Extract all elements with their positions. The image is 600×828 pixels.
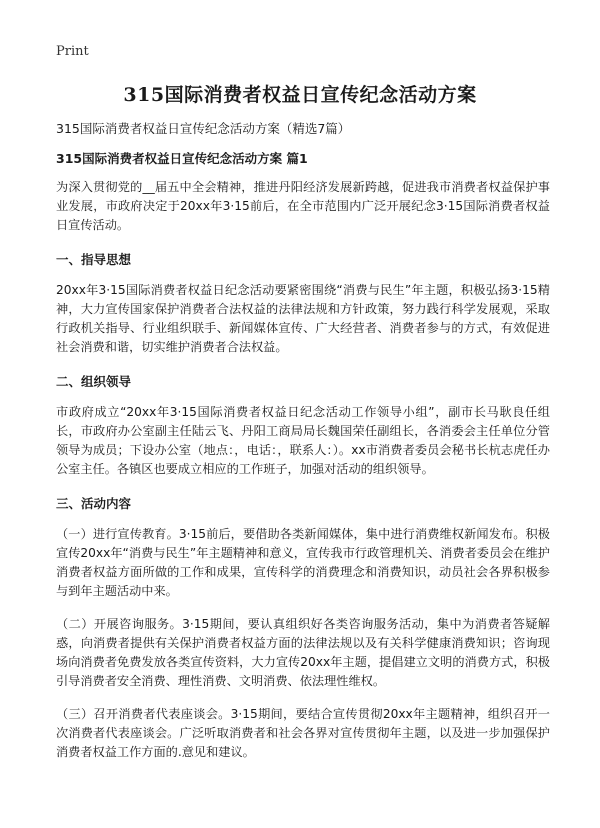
document-title: 315国际消费者权益日宣传纪念活动方案 <box>123 84 477 106</box>
section-heading-organization: 二、组织领导 <box>56 374 132 389</box>
paragraph-organization: 市政府成立“20xx年3·15国际消费者权益日纪念活动工作领导小组”，副市长马耿良任组长，市政府办公室副主任陆云飞、丹阳工商局局长魏国荣任副组长，各消委会主任单位分管领导为成员；下设办公室（地点：，电话：，联系人：）。xx市消费者委员会秘书长杭志虎任办公室主任。各镇区也要成立相应的工作班子，加强对活动的组织领导。 <box>56 405 550 476</box>
section-heading-guiding-ideology: 一、指导思想 <box>56 252 132 267</box>
paragraph-activity-3: （三）召开消费者代表座谈会。3·15期间，要结合宣传贯彻20xx年主题精神，组织召开一次消费者代表座谈会。广泛听取消费者和社会各界对宣传贯彻年主题，以及进一步加强保护消费者权益工作方面的.意见和建议。 <box>56 707 550 759</box>
print-label: Print <box>56 44 89 59</box>
article-heading: 315国际消费者权益日宣传纪念活动方案 篇1 <box>56 151 308 166</box>
document-subtitle: 315国际消费者权益日宣传纪念活动方案（精选7篇） <box>56 121 351 136</box>
paragraph-guiding-ideology: 20xx年3·15国际消费者权益日纪念活动要紧密围绕“消费与民生”年主题，积极弘扬3·15精神，大力宣传国家保护消费者合法权益的法律法规和方针政策，努力践行科学发展观，采取行政机关指导、行业组织联手、新闻媒体宣传、广大经营者、消费者参与的方式，有效促进社会消费和谐，切实维护消费者合法权益。 <box>56 283 550 354</box>
intro-paragraph: 为深入贯彻党的__届五中全会精神，推进丹阳经济发展新跨越，促进我市消费者权益保护事业发展，市政府决定于20xx年3·15前后，在全市范围内广泛开展纪念3·15国际消费者权益日宣传活动。 <box>56 180 550 232</box>
paragraph-activity-2: （二）开展咨询服务。3·15期间，要认真组织好各类咨询服务活动，集中为消费者答疑解惑，向消费者提供有关保护消费者权益方面的法律法规以及有关科学健康消费知识；咨询现场向消费者免费发放各类宣传资料，大力宣传20xx年主题，提倡建立文明的消费方式，积极引导消费者安全消费、理性消费、文明消费、依法理性维权。 <box>56 617 550 688</box>
paragraph-activity-1: （一）进行宣传教育。3·15前后，要借助各类新闻媒体，集中进行消费维权新闻发布。积极宣传20xx年“消费与民生”年主题精神和意义，宣传我市行政管理机关、消费者委员会在维护消费者权益方面所做的工作和成果，宣传科学的消费理念和消费知识，动员社会各界积极参与到年主题活动中来。 <box>56 527 550 598</box>
document-body <box>56 120 550 776</box>
section-heading-activities: 三、活动内容 <box>56 496 132 511</box>
